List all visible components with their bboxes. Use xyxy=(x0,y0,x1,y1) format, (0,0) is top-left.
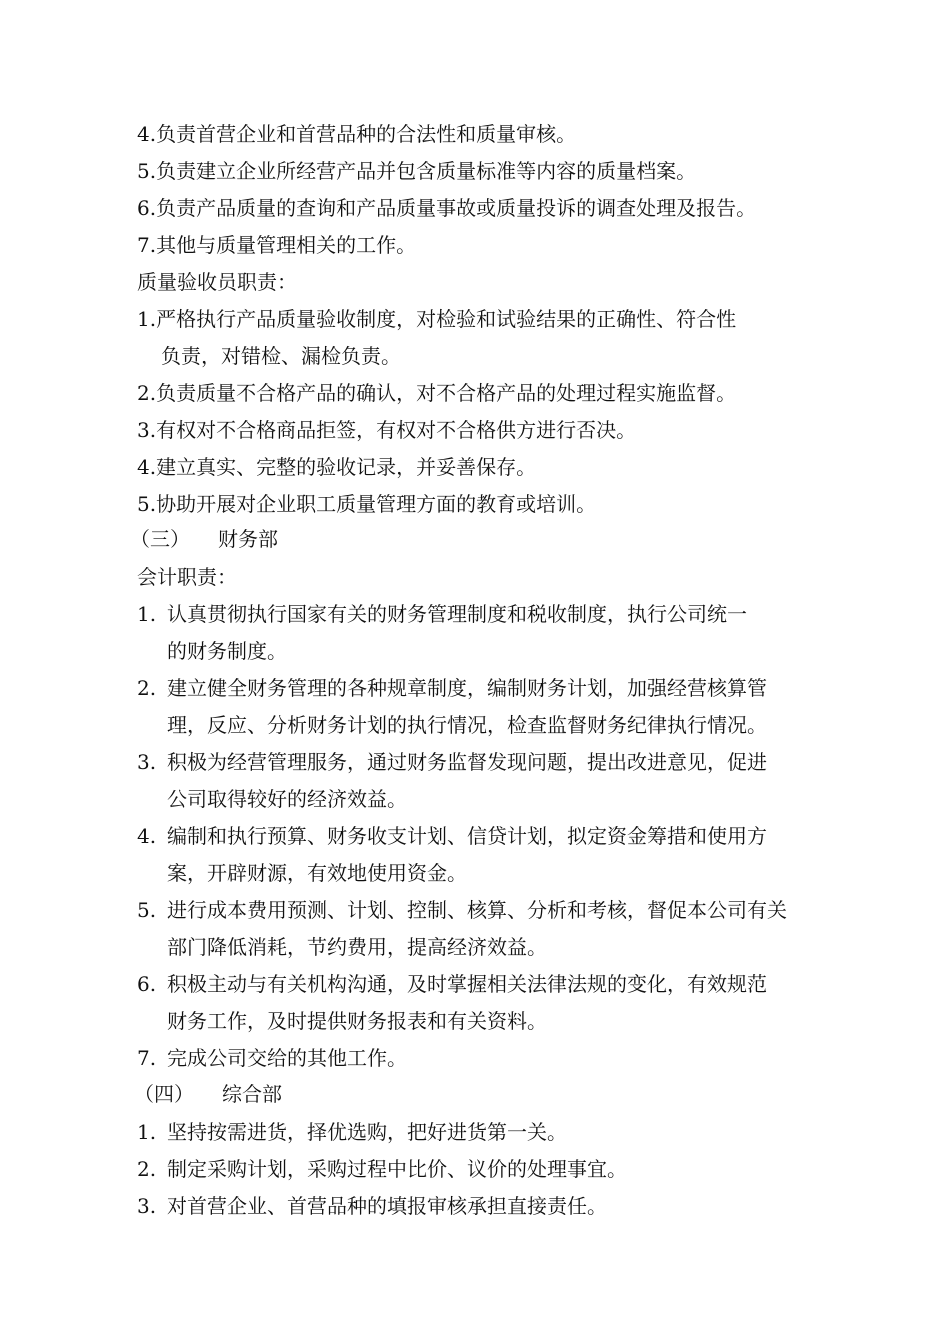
item-text: 严格执行产品质量验收制度，对检验和试验结果的正确性、符合性 xyxy=(156,307,737,331)
list-item xyxy=(137,675,767,701)
item-text: 编制和执行预算、财务收支计划、信贷计划，拟定资金筹措和使用方 xyxy=(167,824,767,848)
list-item xyxy=(137,971,767,997)
list-item xyxy=(137,823,767,849)
list-item xyxy=(137,121,576,147)
list-item xyxy=(137,491,596,517)
list-item xyxy=(137,417,636,443)
item-number: 2. xyxy=(137,676,157,700)
item-text: 负责，对错检、漏检负责。 xyxy=(161,344,401,368)
item-text: 其他与质量管理相关的工作。 xyxy=(156,233,417,257)
item-text: 的财务制度。 xyxy=(167,639,287,663)
list-item-continuation xyxy=(161,343,401,369)
item-text: 案，开辟财源，有效地使用资金。 xyxy=(167,861,467,885)
item-number: 6. xyxy=(137,972,157,996)
item-text: 建立健全财务管理的各种规章制度，编制财务计划，加强经营核算管 xyxy=(167,676,767,700)
section-number: （四） xyxy=(134,1082,194,1106)
item-number: 1. xyxy=(137,1120,157,1144)
item-text: 坚持按需进货，择优选购，把好进货第一关。 xyxy=(167,1120,567,1144)
department-name: 财务部 xyxy=(218,527,278,551)
list-item xyxy=(137,897,787,923)
item-text: 负责首营企业和首营品种的合法性和质量审核。 xyxy=(156,122,577,146)
list-item xyxy=(137,749,767,775)
list-item-continuation xyxy=(167,638,287,664)
department-name: 综合部 xyxy=(222,1082,282,1106)
item-number: 1. xyxy=(137,602,157,626)
item-number: 6. xyxy=(137,196,157,220)
item-text: 建立真实、完整的验收记录，并妥善保存。 xyxy=(156,455,537,479)
item-number: 5. xyxy=(137,159,157,183)
list-item-continuation xyxy=(167,860,467,886)
item-text: 负责产品质量的查询和产品质量事故或质量投诉的调查处理及报告。 xyxy=(156,196,757,220)
item-number: 5. xyxy=(137,898,157,922)
item-number: 1. xyxy=(137,307,157,331)
list-item xyxy=(137,195,756,221)
list-item-continuation xyxy=(167,712,767,738)
department-heading xyxy=(134,1081,282,1107)
item-number: 7. xyxy=(137,1046,157,1070)
list-item xyxy=(137,232,416,258)
list-item-continuation xyxy=(167,1008,547,1034)
item-number: 4. xyxy=(137,455,157,479)
list-item-continuation xyxy=(167,934,547,960)
item-number: 3. xyxy=(137,1194,157,1218)
item-text: 进行成本费用预测、计划、控制、核算、分析和考核，督促本公司有关 xyxy=(167,898,787,922)
item-number: 4. xyxy=(137,122,157,146)
list-item xyxy=(137,454,536,480)
item-text: 协助开展对企业职工质量管理方面的教育或培训。 xyxy=(156,492,597,516)
heading-text: 质量验收员职责： xyxy=(137,270,297,294)
list-item xyxy=(137,1156,627,1182)
item-text: 有权对不合格商品拒签，有权对不合格供方进行否决。 xyxy=(156,418,637,442)
heading-text: 会计职责： xyxy=(137,565,237,589)
item-number: 7. xyxy=(137,233,157,257)
list-item xyxy=(137,1193,607,1219)
department-heading xyxy=(130,526,278,552)
list-item xyxy=(137,380,736,406)
item-text: 积极为经营管理服务，通过财务监督发现问题，提出改进意见，促进 xyxy=(167,750,767,774)
item-number: 2. xyxy=(137,381,157,405)
item-number: 2. xyxy=(137,1157,157,1181)
item-text: 认真贯彻执行国家有关的财务管理制度和税收制度，执行公司统一 xyxy=(167,602,747,626)
item-text: 负责质量不合格产品的确认，对不合格产品的处理过程实施监督。 xyxy=(156,381,737,405)
item-text: 完成公司交给的其他工作。 xyxy=(167,1046,407,1070)
item-number: 3. xyxy=(137,750,157,774)
list-item xyxy=(137,1045,407,1071)
section-heading xyxy=(137,269,297,295)
list-item-continuation xyxy=(167,786,407,812)
item-text: 对首营企业、首营品种的填报审核承担直接责任。 xyxy=(167,1194,607,1218)
item-text: 财务工作，及时提供财务报表和有关资料。 xyxy=(167,1009,547,1033)
list-item xyxy=(137,306,736,332)
item-number: 4. xyxy=(137,824,157,848)
section-number: （三） xyxy=(130,527,190,551)
item-text: 负责建立企业所经营产品并包含质量标准等内容的质量档案。 xyxy=(156,159,697,183)
item-text: 公司取得较好的经济效益。 xyxy=(167,787,407,811)
list-item xyxy=(137,601,747,627)
section-heading xyxy=(137,564,237,590)
item-text: 理，反应、分析财务计划的执行情况，检查监督财务纪律执行情况。 xyxy=(167,713,767,737)
item-text: 部门降低消耗，节约费用，提高经济效益。 xyxy=(167,935,547,959)
list-item xyxy=(137,1119,567,1145)
item-text: 积极主动与有关机构沟通，及时掌握相关法律法规的变化，有效规范 xyxy=(167,972,767,996)
item-number: 5. xyxy=(137,492,157,516)
item-number: 3. xyxy=(137,418,157,442)
item-text: 制定采购计划，采购过程中比价、议价的处理事宜。 xyxy=(167,1157,627,1181)
list-item xyxy=(137,158,696,184)
